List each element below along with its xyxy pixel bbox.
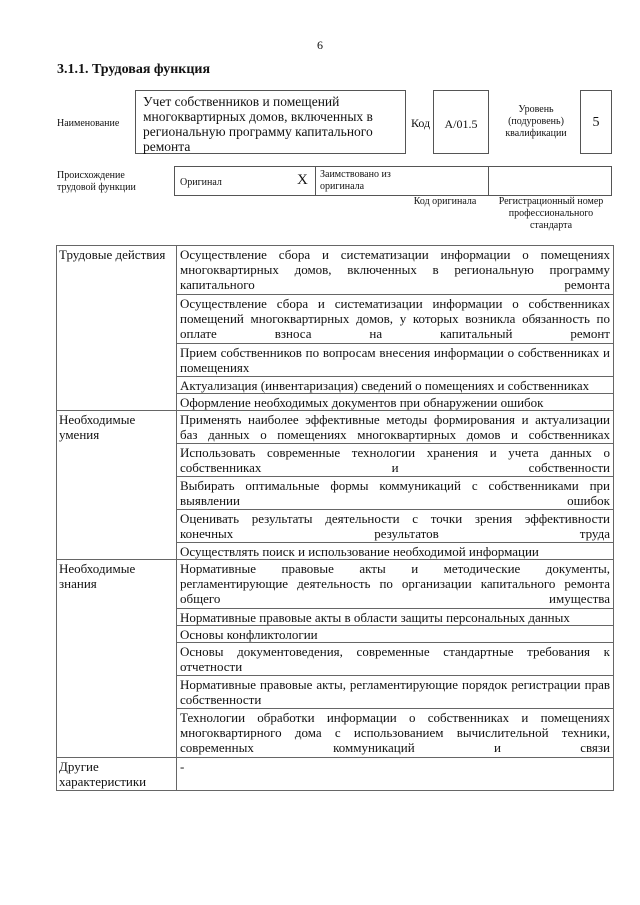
original-mark: X	[297, 172, 308, 188]
name-label: Наименование	[57, 118, 120, 129]
table-cell: Основы документоведения, современные стандартные требования к отчетности	[177, 643, 614, 676]
code-value-box	[433, 90, 489, 154]
table-row	[57, 411, 614, 444]
table-cell: Нормативные правовые акты, регламентирующие порядок регистрации прав собственности	[177, 676, 614, 709]
table-cell: Оформление необходимых документов при обнаружении ошибок	[177, 394, 614, 411]
table-cell: Использовать современные технологии хранения и учета данных о собственниках и собственности	[177, 444, 614, 477]
name-value-box	[135, 90, 406, 154]
table-row	[57, 246, 614, 295]
row-label-other: Другие характеристики	[57, 758, 177, 791]
table-cell: Осуществление сбора и систематизации информации о помещениях многоквартирных домов, включенных в региональную программу капитального ремонта	[177, 246, 614, 295]
table-cell: Оценивать результаты деятельности с точки зрения эффективности конечных результатов труда	[177, 510, 614, 543]
name-value: Учет собственников и помещений многоквартирных домов, включенных в региональную программу капитального ремонта	[143, 94, 373, 154]
table-row	[57, 560, 614, 609]
table-cell: Нормативные правовые акты в области защиты персональных данных	[177, 609, 614, 626]
level-label: Уровень (подуровень) квалификации	[505, 104, 567, 139]
table-cell: Осуществлять поиск и использование необходимой информации	[177, 543, 614, 560]
table-cell: Технологии обработки информации о собственниках и помещениях многоквартирного дома с использованием вычислительной техники, современных коммуникаций и связи	[177, 709, 614, 758]
borrowed-label: Заимствовано из оригинала	[320, 169, 391, 192]
table-cell: Актуализация (инвентаризация) сведений о помещениях и собственниках	[177, 377, 614, 394]
section-title: 3.1.1. Трудовая функция	[57, 62, 211, 77]
reg-number-label: Регистрационный номер профессионального стандарта	[498, 196, 604, 231]
row-label-skills: Необходимые умения	[57, 411, 177, 560]
level-value-box	[580, 90, 612, 154]
page-number: 6	[317, 38, 323, 52]
code-label: Код	[411, 116, 431, 130]
row-label-knowledge: Необходимые знания	[57, 560, 177, 758]
table-cell: Осуществление сбора и систематизации информации о собственниках помещений многоквартирных домов, у которых возникла обязанность по оплате взноса на капитальный ремонт	[177, 295, 614, 344]
table-row	[57, 758, 614, 791]
row-label-labor-actions: Трудовые действия	[57, 246, 177, 411]
level-value: 5	[592, 115, 600, 130]
table-cell: Нормативные правовые акты и методические документы, регламентирующие деятельность по организации капитального ремонта общего имущества	[177, 560, 614, 609]
original-label: Оригинал	[180, 177, 222, 188]
origin-label: Происхождение трудовой функции	[57, 170, 136, 193]
table-cell: Основы конфликтологии	[177, 626, 614, 643]
table-cell: Выбирать оптимальные формы коммуникаций с собственниками при выявлении ошибок	[177, 477, 614, 510]
labor-function-table	[56, 245, 614, 791]
table-cell: -	[177, 758, 614, 791]
table-cell: Применять наиболее эффективные методы формирования и актуализации баз данных о помещениях многоквартирных домов и собственниках	[177, 411, 614, 444]
table-cell: Прием собственников по вопросам внесения информации о собственниках и помещениях	[177, 344, 614, 377]
code-value: A/01.5	[444, 117, 478, 131]
original-code-label: Код оригинала	[413, 196, 477, 207]
